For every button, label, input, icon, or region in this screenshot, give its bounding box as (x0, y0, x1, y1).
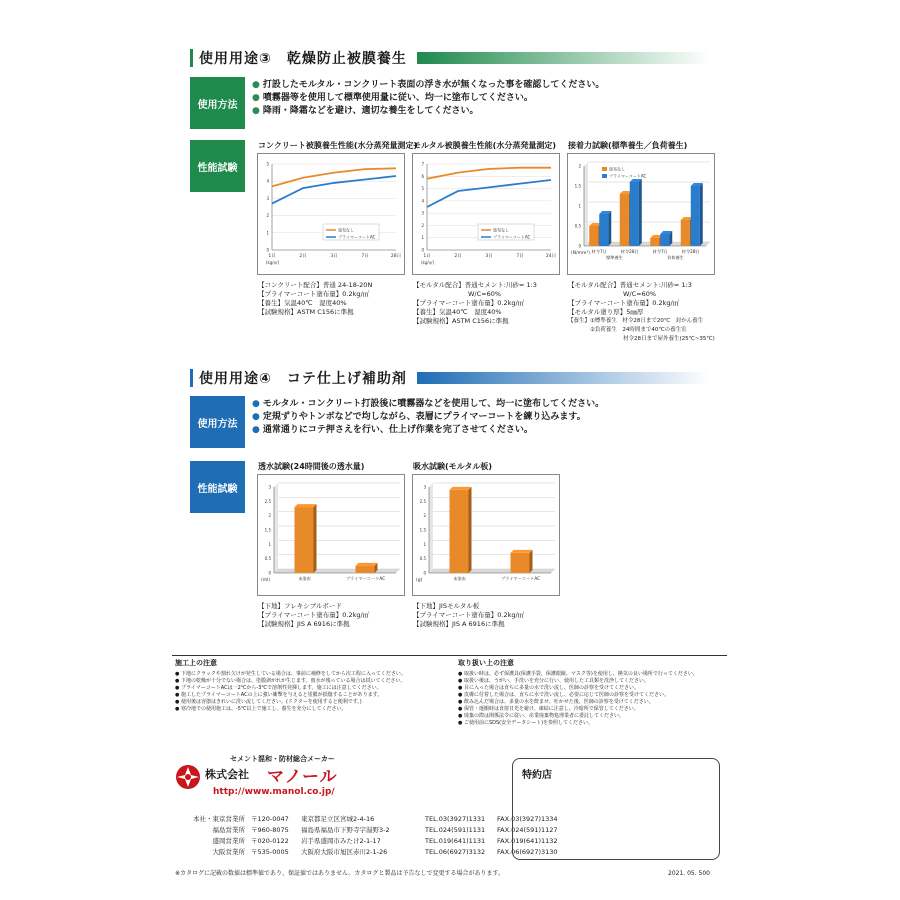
chart4-svg (258, 475, 404, 595)
y-tick-label: 2 (578, 163, 581, 169)
list-item: ● 打設したモルタル・コンクリート表面の浮き水が無くなった事を確認してください。 (252, 80, 605, 90)
list-item: ● モルタル・コンクリート打設後に噴霧器などを使用して、均一に塗布してください。 (252, 399, 605, 409)
series-line (427, 168, 551, 179)
chart1-box (257, 153, 405, 275)
right-caution-title: 取り扱い上の注意 (458, 659, 514, 667)
y-tick-label: 4 (266, 178, 269, 184)
note-line: 【プライマーコート塗布量】0.2kg/㎡ (258, 290, 370, 298)
date-code: 2021. 05. 500 (668, 870, 710, 877)
bar-side (608, 211, 611, 246)
x-tick-label: 2日 (299, 254, 307, 259)
list-item: ● 通常通りにコテ押さえを行い、仕上げ作業を完了させてください。 (252, 425, 533, 435)
y-tick-label: 2 (268, 513, 271, 519)
y-tick-label: 2.5 (419, 498, 426, 504)
chart-floor (429, 569, 555, 573)
note-line: 【養生】気温40℃ 湿度40% (258, 299, 347, 307)
company-name-prefix: 株式会社 (205, 768, 249, 781)
note-line: 【下地】JISモルタル板 (413, 602, 480, 610)
caution-item: ● 取扱い後は、うがい、手洗いを充分に行い、使用した工具類を洗浄してください。 (458, 678, 649, 684)
section4-gradient (417, 372, 710, 384)
bar-side (639, 179, 642, 246)
bar (620, 194, 629, 246)
section3-bullets (252, 79, 604, 118)
chart-wall (274, 483, 278, 573)
section3-mark (190, 49, 193, 67)
note-line: 【試験規格】ASTM C156に準拠 (413, 317, 509, 325)
y-tick-label: 0.5 (419, 556, 426, 562)
y-tick-label: 1.5 (574, 183, 581, 189)
office-list (175, 814, 558, 858)
chart5-notes (413, 602, 524, 629)
note-line: 【試験規格】JIS A 6916に準拠 (413, 620, 505, 628)
note-line: 【モルタル配合】普通セメント:川砂= 1:3 (413, 281, 537, 289)
group-label: 負荷養生 (667, 255, 684, 260)
y-tick-label: 6 (421, 173, 424, 179)
y-tick-label: 0.5 (264, 556, 271, 562)
legend-label: 塗布なし (338, 227, 354, 233)
left-caution-title: 施工上の注意 (175, 659, 217, 667)
chart1-title: コンクリート被膜養生性能(水分蒸発量測定) (258, 141, 418, 150)
bar-top (450, 487, 472, 490)
company-logo-icon (175, 764, 201, 790)
section3-gradient (417, 52, 710, 64)
legend-swatch (602, 174, 607, 178)
caution-item: ● 目に入った場合は直ちに多量の水で洗い流し、医師の診察を受けてください。 (458, 685, 639, 691)
bar (691, 186, 700, 246)
bar (660, 234, 669, 246)
x-tick-label: 3日 (485, 254, 493, 259)
note-line: W/C=60% (468, 290, 502, 298)
legend-label: 塗布なし (609, 166, 625, 172)
y-tick-label: 2 (266, 213, 269, 219)
legend-label: 塗布なし (493, 227, 509, 233)
y-tick-label: 5 (266, 161, 269, 167)
x-tick-label: 材令28日 (681, 249, 700, 254)
chart4-notes (258, 602, 369, 629)
bar (599, 214, 608, 246)
y-axis-label: (g) (416, 578, 423, 583)
chart3-box (567, 153, 715, 275)
chart5-title: 吸水試験(モルタル板) (413, 462, 492, 471)
chart-wall (429, 483, 433, 573)
note-line: W/C=60% (623, 290, 657, 298)
bar (630, 182, 639, 246)
caution-item: ● プライマーコートACは一2℃から-3℃で溶剤性発揮します。施工には注意してください。 (175, 685, 382, 691)
series-line (272, 176, 396, 204)
x-tick-label: 材令28日 (620, 249, 639, 254)
legend-label: プライマーコートAC (609, 173, 647, 179)
y-tick-label: 3 (268, 484, 271, 490)
y-tick-label: 2 (423, 513, 426, 519)
chart1-notes (258, 281, 372, 317)
company-tagline: セメント混和・防材総合メーカー (230, 755, 335, 763)
bar-top (295, 504, 317, 507)
y-tick-label: 0 (578, 243, 581, 249)
bar (295, 507, 314, 573)
y-tick-label: 1 (423, 541, 426, 547)
office-row: 大阪営業所 〒535-0005 大阪府大阪市旭区赤川2-1-26 TEL.06(6927)3132 FAX.06(6927)3130 (212, 848, 558, 856)
section3-test-label: 性能試験 (190, 140, 245, 192)
x-tick-label: 1日 (268, 254, 276, 259)
note-line: 【養生】①標準養生 材令28日まで20℃ 封かん養生 (568, 318, 704, 324)
note-line: 【養生】気温40℃ 湿度40% (413, 308, 502, 316)
bar-side (700, 183, 703, 246)
y-tick-label: 4 (421, 198, 424, 204)
caution-item: ● 下地にクラックや割れ欠けが発生している場合は、事前に補修をしてから次工程に入ってください。 (175, 671, 406, 677)
bar-top (511, 550, 533, 553)
section3-method-label: 使用方法 (190, 77, 245, 129)
x-tick-label: 24日 (545, 254, 557, 259)
bar-side (469, 487, 472, 573)
y-tick-label: 3 (421, 210, 424, 216)
caution-item: ● 取扱い時は、必ず保護具(保護手袋、保護眼鏡、マスク等)を使用し、換気の良い場所で行ってください。 (458, 671, 698, 677)
caution-item: ● 保管・運搬時は直射日光を避け、凍結に注意し、冷暗所で保管してください。 (458, 706, 639, 712)
x-tick-label: 未塗布 (298, 576, 311, 581)
chart3-title: 接着力試験(標準養生／負荷養生) (568, 141, 688, 150)
office-row: 本社・東京営業所 〒120-0047 東京都足立区宮城2-4-16 TEL.03(3927)1331 FAX.03(3927)1334 (193, 815, 558, 823)
chart2-svg (413, 154, 559, 274)
caution-item: ● 寒冷地での使用施工は、-5℃以上で施工し、養生を充分にしてください。 (175, 706, 347, 712)
y-tick-label: 0 (266, 247, 269, 253)
caution-item: ● 使用後は容器はきれいに洗い流してください。(ドクターを使用すると便利です。) (175, 699, 362, 705)
x-tick-label: 2日 (454, 254, 462, 259)
note-line: ②負荷養生 24時間まで40℃の養生室 (590, 327, 687, 333)
disclaimer: ※カタログに記載の数値は標準値であり、保証値ではありません。カタログと製品は予告なしで変更する場合があります。 (175, 870, 505, 877)
left-caution-list (175, 671, 406, 713)
right-caution-list (458, 671, 698, 727)
section4-test-label: 性能試験 (190, 461, 245, 513)
note-line: 【プライマーコート塗布量】0.2kg/㎡ (413, 299, 525, 307)
chart2-notes (413, 281, 537, 326)
y-tick-label: 5 (421, 186, 424, 192)
legend-label: プライマーコートAC (493, 234, 531, 240)
bar (650, 238, 659, 246)
chart2-box (412, 153, 560, 275)
y-tick-label: 1.5 (419, 527, 426, 533)
x-axis-label: (kg/㎡) (421, 260, 435, 265)
section4-title: 使用用途④ コテ仕上げ補助剤 (199, 371, 407, 387)
list-item: ● 噴霧器等を使用して標準使用量に従い、均一に塗布してください。 (252, 93, 533, 103)
series-line (427, 180, 551, 207)
bar (450, 490, 469, 573)
chart4-title: 透水試験(24時間後の透水量) (258, 462, 365, 471)
y-tick-label: 1 (421, 235, 424, 241)
chart1-svg (258, 154, 404, 274)
dealer-box (512, 758, 720, 860)
x-tick-label: 28日 (390, 254, 402, 259)
note-line: 【モルタル塗り厚】5㎜厚 (568, 308, 644, 316)
bar-side (530, 550, 533, 573)
x-tick-label: プライマーコートAC (500, 576, 541, 581)
caution-item: ● 施工したプライマーコートACの上に強い衝撃を与えると塗膜が損傷することがあります。 (175, 692, 383, 698)
note-line: 【プライマーコート塗布量】0.2kg/㎡ (413, 611, 525, 619)
y-tick-label: 0 (423, 570, 426, 576)
y-tick-label: 1 (266, 230, 269, 236)
caution-item: ● 廃棄の際は関係法令に従い、産業廃棄物処理業者に委託してください。 (458, 713, 624, 719)
x-tick-label: 未塗布 (453, 576, 466, 581)
note-line: 材令28日まで屋外養生(25℃~35℃) (623, 336, 715, 342)
x-tick-label: 材令7日 (591, 249, 607, 254)
note-line: 【コンクリート配合】普通 24-18-20N (258, 281, 373, 289)
section3-title: 使用用途③ 乾燥防止被膜養生 (199, 51, 407, 67)
x-tick-label: 7日 (361, 254, 369, 259)
chart-wall (584, 162, 588, 246)
section3-header (190, 48, 710, 68)
x-tick-label: プライマーコートAC (345, 576, 386, 581)
office-row: 福島営業所 〒960-8075 福島県福島市下野寺字湯野3-2 TEL.024(591)1131 FAX.024(591)1127 (212, 826, 558, 834)
legend-label: プライマーコートAC (338, 234, 376, 240)
y-tick-label: 7 (421, 161, 424, 167)
caution-item: ● 皮膚に付着した場合は、直ちに水で洗い流し、必要に応じて医師の診察を受けてください。 (458, 692, 669, 698)
x-tick-label: 材令7日 (652, 249, 668, 254)
note-line: 【プライマーコート塗布量】0.2kg/㎡ (568, 299, 680, 307)
chart5-svg (413, 475, 559, 595)
y-tick-label: 0.5 (574, 223, 581, 229)
list-item: ● 定規ずりやトンボなどで均しながら、表層にプライマーコートを練り込みます。 (252, 412, 586, 422)
y-tick-label: 0 (421, 247, 424, 253)
x-tick-label: 1日 (423, 254, 431, 259)
group-label: 標準養生 (606, 255, 623, 260)
section4-header (190, 368, 710, 388)
section4-bullets (252, 398, 604, 437)
dealer-label: 特約店 (522, 770, 552, 781)
bar-side (314, 504, 317, 573)
caution-item: ● ご使用前にSDS(安全データシート)を参照してください。 (458, 720, 594, 726)
caution-divider (172, 655, 727, 656)
office-row: 盛岡営業所 〒020-0122 岩手県盛岡市みたけ2-1-17 TEL.019(641)1131 FAX.019(641)1132 (212, 837, 558, 845)
caution-item: ● 下地の乾燥が十分でない場合は、塗膜剥がれが生じます。雨水が残っている場合は拭いてください。 (175, 678, 406, 684)
company-url[interactable]: http://www.manol.co.jp/ (213, 787, 335, 797)
y-tick-label: 2 (421, 222, 424, 228)
note-line: 【プライマーコート塗布量】0.2kg/㎡ (258, 611, 370, 619)
y-tick-label: 1.5 (264, 527, 271, 533)
chart4-box (257, 474, 405, 596)
company-name: マノール (267, 767, 338, 787)
bar (356, 566, 375, 573)
bar-top (356, 563, 378, 566)
note-line: 【モルタル配合】普通セメント:川砂= 1:3 (568, 281, 692, 289)
x-axis-label: (kg/㎡) (266, 260, 280, 265)
note-line: 【下地】フレキシブルボード (258, 602, 342, 610)
x-tick-label: 7日 (516, 254, 524, 259)
note-line: 【試験規格】JIS A 6916に準拠 (258, 620, 350, 628)
chart3-notes (568, 281, 715, 344)
note-line: 【試験規格】ASTM C156に準拠 (258, 308, 354, 316)
bar (511, 553, 530, 573)
chart5-box (412, 474, 560, 596)
section4-method-label: 使用方法 (190, 396, 245, 448)
y-tick-label: 1 (578, 203, 581, 209)
chart2-title: モルタル被膜養生性能(水分蒸発量測定) (413, 141, 556, 150)
x-tick-label: 3日 (330, 254, 338, 259)
bar (589, 226, 598, 246)
chart3-svg (568, 154, 714, 274)
y-tick-label: 0 (268, 570, 271, 576)
y-tick-label: 3 (423, 484, 426, 490)
y-axis-label: (ml) (261, 578, 271, 583)
bar (681, 220, 690, 246)
y-tick-label: 3 (266, 195, 269, 201)
caution-item: ● 飲み込んだ場合は、多量の水を飲ませ、吐かせた後、医師の診察を受けてください。 (458, 699, 654, 705)
y-tick-label: 2.5 (264, 498, 271, 504)
list-item: ● 降雨・降霜などを避け、適切な養生をしてください。 (252, 106, 479, 116)
chart-floor (274, 569, 400, 573)
section4-mark (190, 369, 193, 387)
y-axis-label: (N/mm²) (571, 251, 590, 256)
legend-swatch (602, 167, 607, 171)
y-tick-label: 1 (268, 541, 271, 547)
